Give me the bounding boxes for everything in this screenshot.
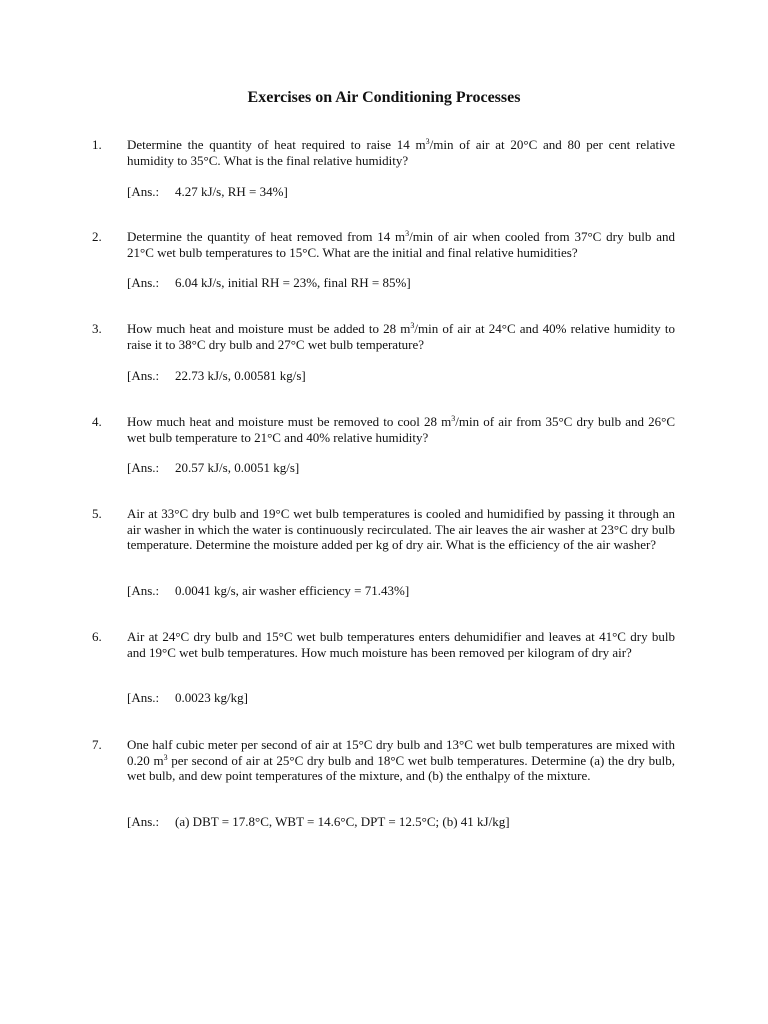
answer-label: [Ans.: xyxy=(127,583,160,598)
exercise-question: One half cubic meter per second of air at 15°C dry bulb and 13°C wet bulb temperatures are mixed with 0.20 $m^3$ per second of air at 25°C dry bulb and 18°C wet bulb temperatures. Determine (a) the dry bulb, wet bulb, and dew point temperatures of the mixture, and (b) the enthalpy of the mixture. xyxy=(127,737,675,783)
exercise-answer xyxy=(127,460,675,476)
answer-label: [Ans.: xyxy=(127,814,160,829)
answer-value: 0.0041 kg/s, air washer efficiency = 71.43%] xyxy=(175,583,410,598)
exercise-question: How much heat and moisture must be added to 28 $m^3/\min$ of air at 24°C and 40% relative humidity to raise it to 38°C dry bulb and 27°C wet bulb temperature? xyxy=(127,321,675,352)
answer-label: [Ans.: xyxy=(127,275,160,290)
exercise-answer xyxy=(127,184,675,200)
exercise-number: 2. xyxy=(92,229,102,244)
exercise-question: How much heat and moisture must be removed to cool 28 $m^3/\min$ of air from 35°C dry bulb and 26°C wet bulb temperature to 21°C and 40% relative humidity? xyxy=(127,414,675,445)
exercise-number: 5. xyxy=(92,506,102,521)
answer-value: 0.0023 kg/kg] xyxy=(175,690,248,705)
exercise-answer xyxy=(127,583,675,599)
answer-value: 6.04 kJ/s, initial RH = 23%, final RH = 85%] xyxy=(175,275,411,290)
document-title: Exercises on Air Conditioning Processes xyxy=(247,89,521,106)
exercise-question: Air at 33°C dry bulb and 19°C wet bulb temperatures is cooled and humidified by passing it through an air washer in which the water is continuously recirculated. The air leaves the air washer at 23°C dry bulb temperature. Determine the moisture added per kg of dry air. What is the efficiency of the air washer? xyxy=(127,506,675,552)
exercise-answer xyxy=(127,814,675,830)
exercise-number: 3. xyxy=(92,321,102,336)
exercise-question: Air at 24°C dry bulb and 15°C wet bulb temperatures enters dehumidifier and leaves at 41°C dry bulb and 19°C wet bulb temperatures. How much moisture has been removed per kilogram of dry air? xyxy=(127,629,675,660)
exercise-answer xyxy=(127,275,675,291)
answer-value: 4.27 kJ/s, RH = 34%] xyxy=(175,184,288,199)
exercise-number: 6. xyxy=(92,629,102,644)
exercise-number: 4. xyxy=(92,414,102,429)
answer-label: [Ans.: xyxy=(127,368,160,383)
exercise-answer xyxy=(127,690,675,706)
answer-label: [Ans.: xyxy=(127,460,160,475)
exercise-number: 1. xyxy=(92,137,102,152)
exercise-question: Determine the quantity of heat required to raise 14 $m^3/\min$ of air at 20°C and 80 per cent relative humidity to 35°C. What is the final relative humidity? xyxy=(127,137,675,168)
exercise-answer xyxy=(127,368,675,384)
answer-value: 20.57 kJ/s, 0.0051 kg/s] xyxy=(175,460,300,475)
exercise-number: 7. xyxy=(92,737,102,752)
exercise-question: Determine the quantity of heat removed from 14 $m^3/\min$ of air when cooled from 37°C dry bulb and 21°C wet bulb temperatures to 15°C. What are the initial and final relative humidities? xyxy=(127,229,675,260)
answer-label: [Ans.: xyxy=(127,690,160,705)
answer-value: 22.73 kJ/s, 0.00581 kg/s] xyxy=(175,368,306,383)
answer-label: [Ans.: xyxy=(127,184,160,199)
answer-value: (a) DBT = 17.8°C, WBT = 14.6°C, DPT = 12.5°C; (b) 41 kJ/kg] xyxy=(175,814,510,829)
